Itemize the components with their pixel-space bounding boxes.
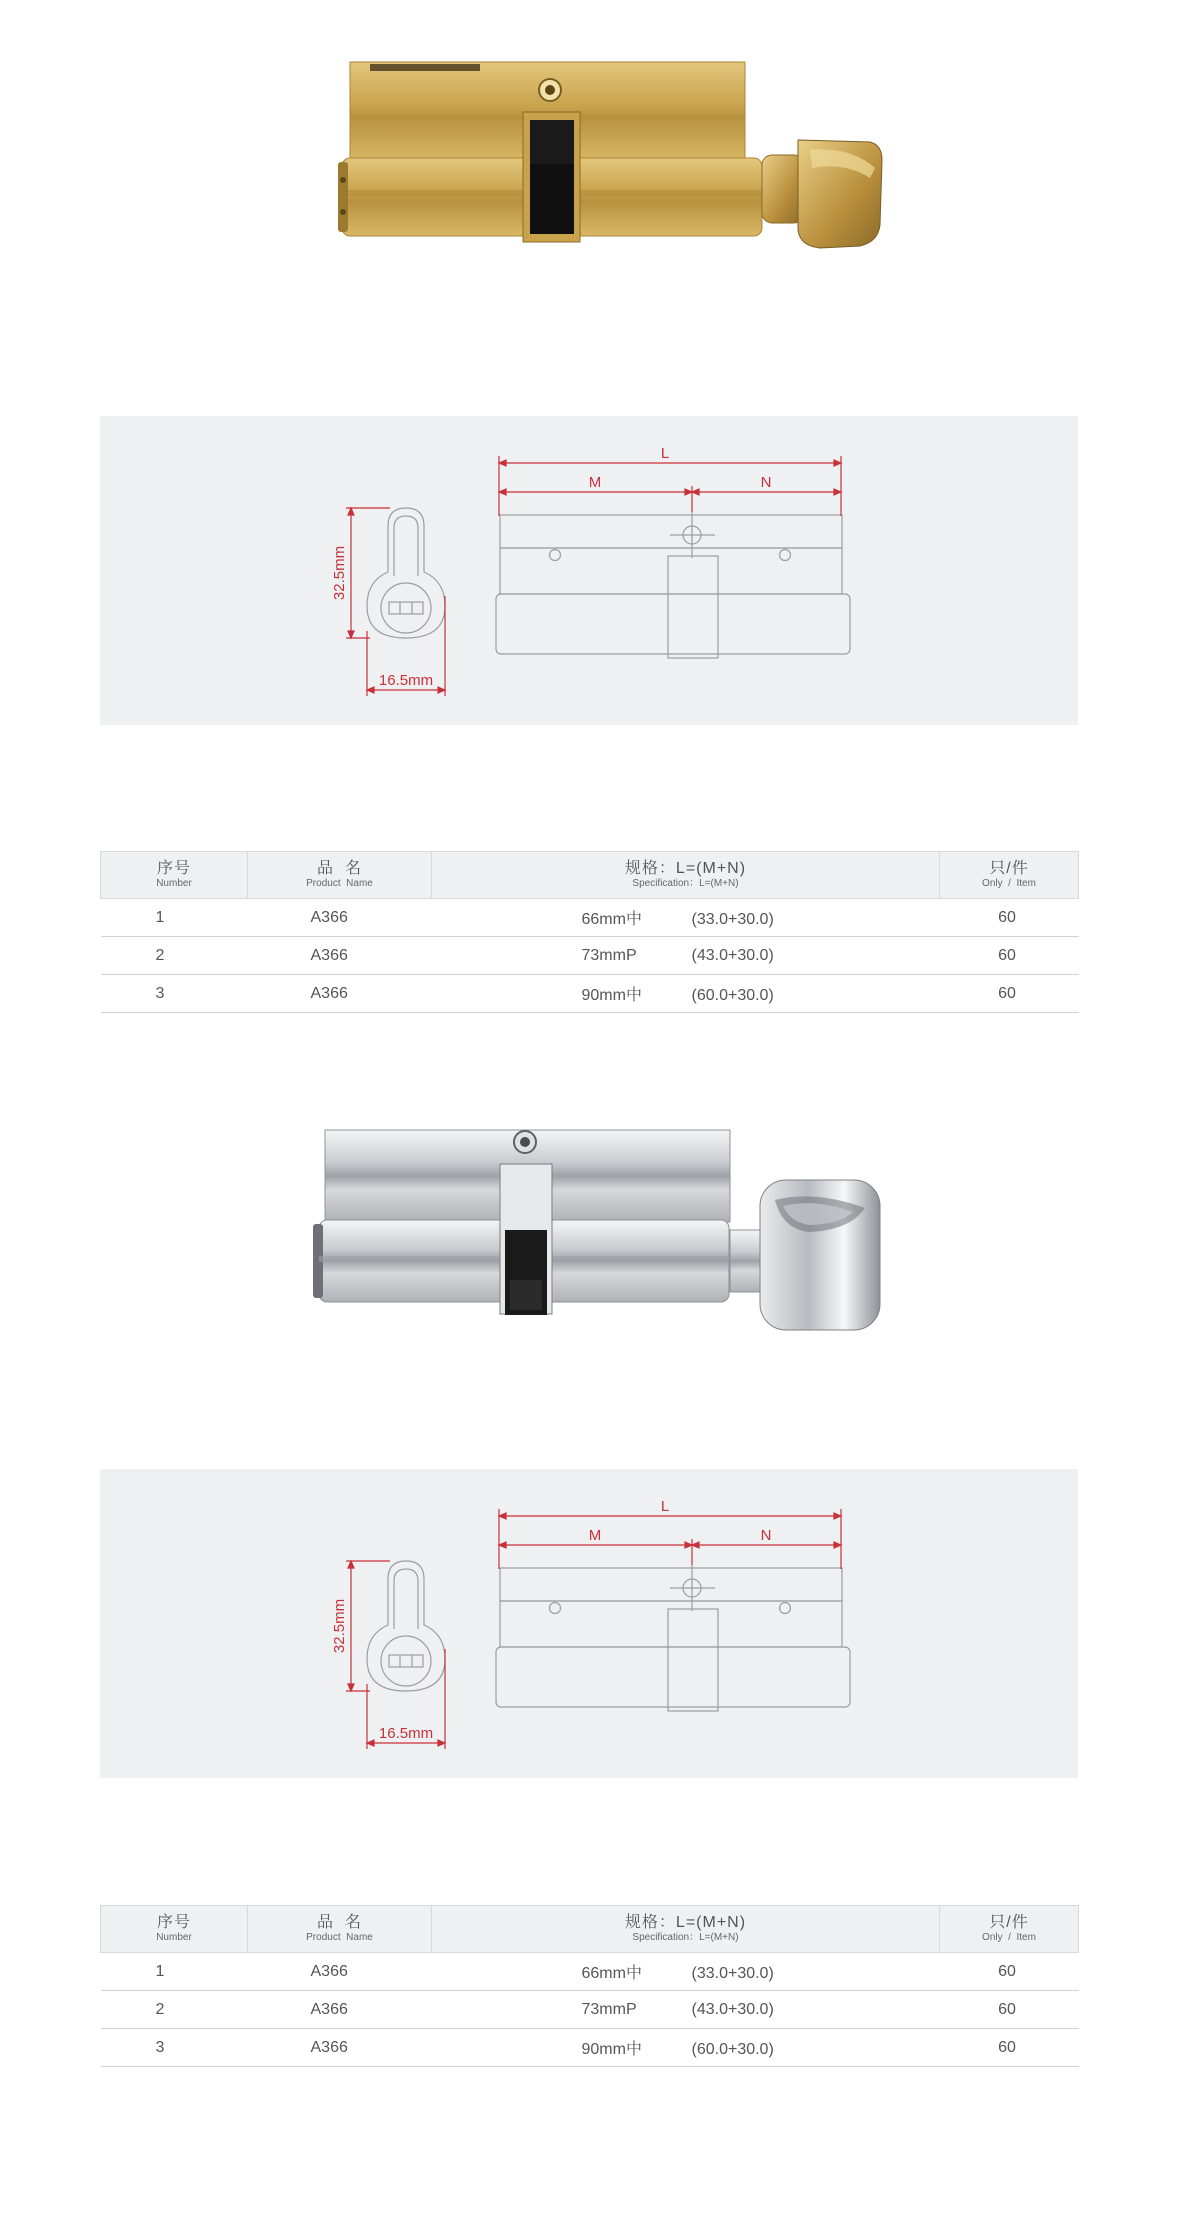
dimension-label-l: L xyxy=(660,1498,670,1515)
row-size: 73mmP xyxy=(581,2000,637,2018)
row-number: 1 xyxy=(101,1953,248,1991)
row-split: (43.0+30.0) xyxy=(691,2000,774,2018)
row-split: (33.0+30.0) xyxy=(691,1965,774,1982)
dimension-label-width: 16.5mm xyxy=(378,1725,434,1742)
row-spec xyxy=(432,2029,940,2067)
row-product-name: A366 xyxy=(248,1953,432,1991)
row-product-name: A366 xyxy=(248,1991,432,2029)
row-spec xyxy=(432,1953,940,1991)
table-row xyxy=(101,1953,1079,1991)
header-number-cn: 序号 xyxy=(156,860,191,877)
header-name-cn: 品 名 xyxy=(317,1914,362,1931)
row-spec xyxy=(432,975,940,1013)
row-size: 90mm中 xyxy=(581,2041,642,2058)
header-qty-en: Only / Item xyxy=(982,878,1036,889)
row-size: 73mmP xyxy=(581,946,637,964)
table-row xyxy=(101,2029,1079,2067)
row-split: (43.0+30.0) xyxy=(691,946,774,964)
header-number xyxy=(101,1906,248,1953)
header-spec-cn: 规格：L=(M+N) xyxy=(624,1914,747,1931)
dimension-label-m: M xyxy=(588,1527,602,1544)
row-spec xyxy=(432,937,940,975)
row-split: (60.0+30.0) xyxy=(691,987,774,1004)
row-number: 3 xyxy=(101,2029,248,2067)
row-spec xyxy=(432,1991,940,2029)
table-row xyxy=(101,937,1079,975)
row-product-name: A366 xyxy=(248,975,432,1013)
dimension-label-n: N xyxy=(760,474,772,491)
header-name xyxy=(248,852,432,899)
spec-table xyxy=(100,851,1079,1013)
header-name-en: Product Name xyxy=(306,878,373,889)
row-number: 3 xyxy=(101,975,248,1013)
header-number-en: Number xyxy=(156,1932,192,1943)
row-qty: 60 xyxy=(940,1991,1079,2029)
table-row xyxy=(101,1991,1079,2029)
row-qty: 60 xyxy=(940,899,1079,937)
row-qty: 60 xyxy=(940,975,1079,1013)
header-qty xyxy=(940,1906,1079,1953)
row-qty: 60 xyxy=(940,2029,1079,2067)
row-size: 66mm中 xyxy=(581,1965,642,1982)
row-qty: 60 xyxy=(940,1953,1079,1991)
dimension-label-width: 16.5mm xyxy=(378,672,434,689)
header-spec-en: Specification：L=(M+N) xyxy=(632,1932,739,1943)
spec-table xyxy=(100,1905,1079,2067)
table-row xyxy=(101,899,1079,937)
dimension-label-height: 32.5mm xyxy=(331,545,348,601)
row-product-name: A366 xyxy=(248,2029,432,2067)
table-header-row xyxy=(101,852,1079,899)
dimension-label-height: 32.5mm xyxy=(331,1598,348,1654)
row-split: (60.0+30.0) xyxy=(691,2041,774,2058)
header-name-en: Product Name xyxy=(306,1932,373,1943)
header-name xyxy=(248,1906,432,1953)
header-name-cn: 品 名 xyxy=(317,860,362,877)
header-qty-en: Only / Item xyxy=(982,1932,1036,1943)
row-number: 2 xyxy=(101,1991,248,2029)
row-number: 1 xyxy=(101,899,248,937)
header-number-cn: 序号 xyxy=(156,1914,191,1931)
header-number-en: Number xyxy=(156,878,192,889)
table-row xyxy=(101,975,1079,1013)
row-size: 66mm中 xyxy=(581,911,642,928)
row-product-name: A366 xyxy=(248,899,432,937)
chrome-cylinder-photo xyxy=(305,1120,905,1350)
header-spec-cn: 规格：L=(M+N) xyxy=(624,860,747,877)
header-qty-cn: 只/件 xyxy=(989,860,1029,877)
header-qty xyxy=(940,852,1079,899)
dimension-label-n: N xyxy=(760,1527,772,1544)
row-size: 90mm中 xyxy=(581,987,642,1004)
header-number xyxy=(101,852,248,899)
header-spec xyxy=(432,1906,940,1953)
header-qty-cn: 只/件 xyxy=(989,1914,1029,1931)
row-split: (33.0+30.0) xyxy=(691,911,774,928)
row-product-name: A366 xyxy=(248,937,432,975)
dimension-label-m: M xyxy=(588,474,602,491)
table-header-row xyxy=(101,1906,1079,1953)
row-qty: 60 xyxy=(940,937,1079,975)
dimension-label-l: L xyxy=(660,445,670,462)
dimension-diagram xyxy=(100,1469,1078,1778)
header-spec xyxy=(432,852,940,899)
row-spec xyxy=(432,899,940,937)
header-spec-en: Specification：L=(M+N) xyxy=(632,878,739,889)
row-number: 2 xyxy=(101,937,248,975)
brass-cylinder-photo xyxy=(330,50,890,260)
dimension-diagram xyxy=(100,416,1078,725)
